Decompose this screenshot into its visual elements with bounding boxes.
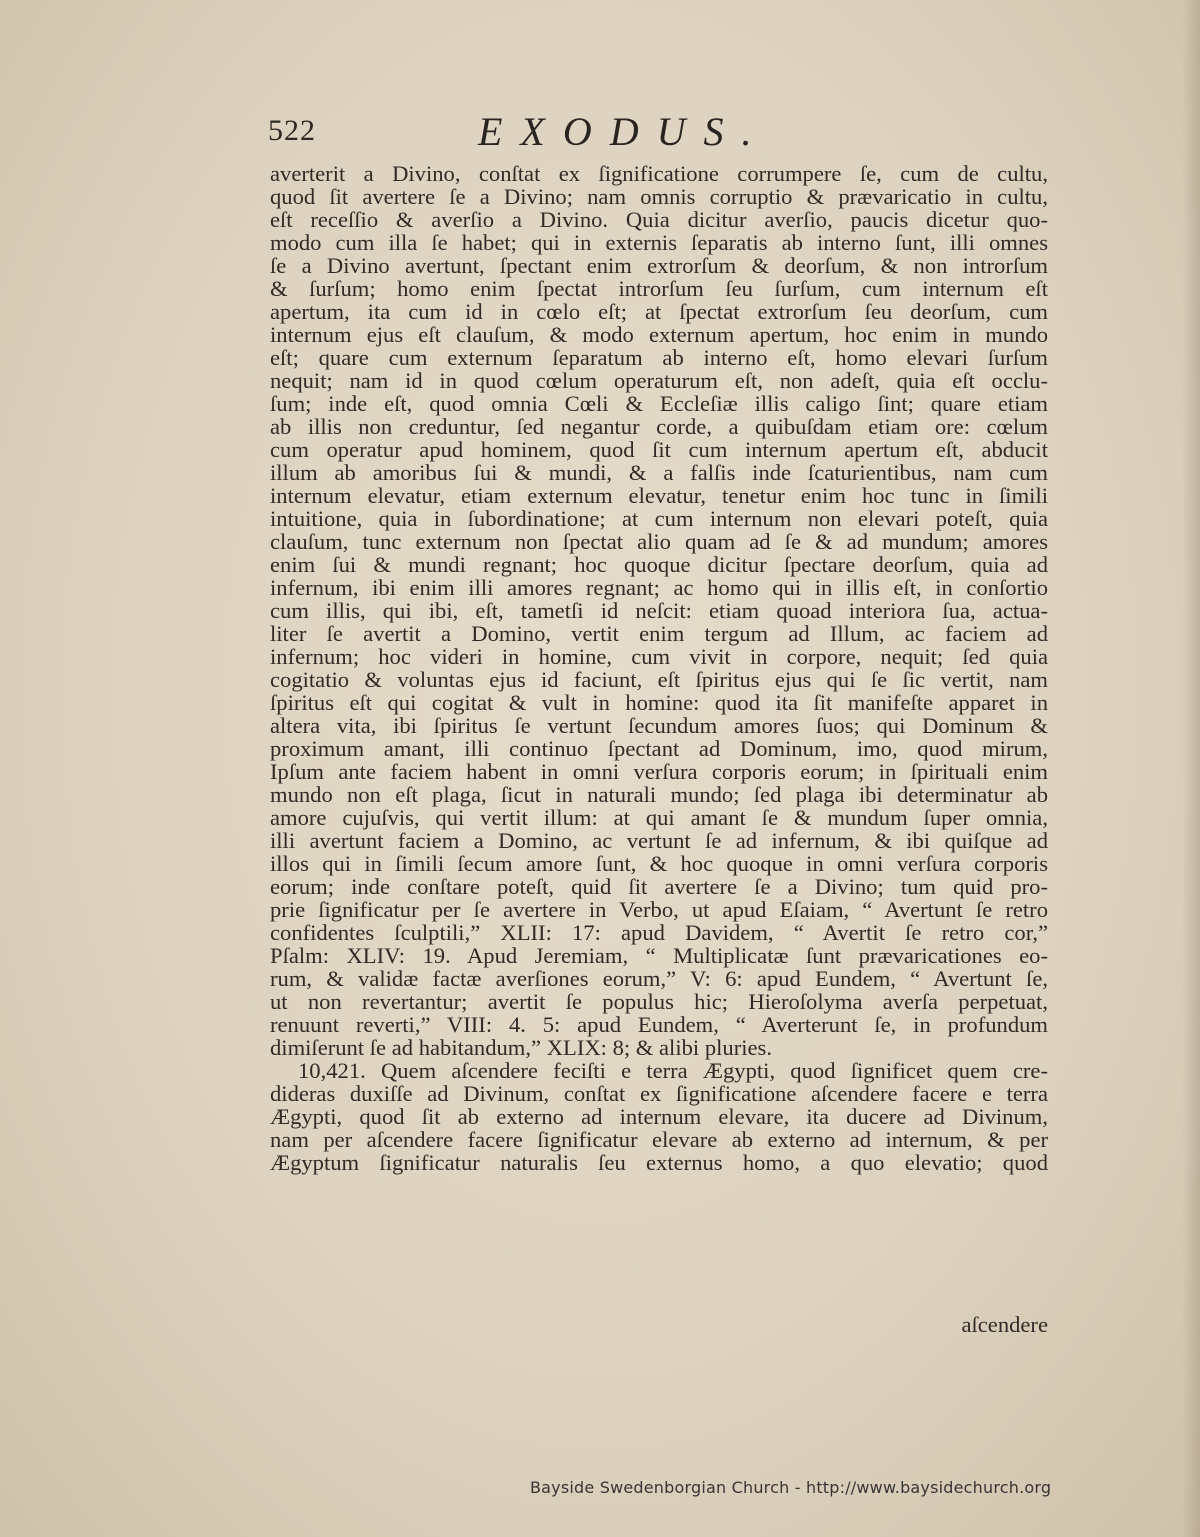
text-line: ſe a Divino avertunt, ſpectant enim extrorſum & deorſum, & non introrſum	[270, 253, 1048, 278]
text-line: Ægyptum ſignificatur naturalis ſeu externus homo, a quo elevatio; quod	[270, 1150, 1048, 1175]
text-line: ut non revertantur; avertit ſe populus hic; Hieroſolyma averſa perpetuat,	[270, 989, 1048, 1014]
text-line: modo cum illa ſe habet; qui in externis ſeparatis ab interno ſunt, illi omnes	[270, 230, 1048, 255]
text-line: infernum, ibi enim illi amores regnant; ac homo qui in illis eſt, in conſortio	[270, 575, 1048, 600]
text-line: internum ejus eſt clauſum, & modo externum apertum, hoc enim in mundo	[270, 322, 1048, 347]
text-line: nam per aſcendere facere ſignificatur elevare ab externo ad internum, & per	[270, 1127, 1048, 1152]
text-line: ſpiritus eſt qui cogitat & vult in homine: quod ita ſit manifeſte apparet in	[270, 690, 1048, 715]
text-line: liter ſe avertit a Domino, vertit enim tergum ad Illum, ac faciem ad	[270, 621, 1048, 646]
text-line: 10,421. Quem aſcendere feciſti e terra Ægypti, quod ſignificet quem cre-	[298, 1058, 1048, 1083]
text-line: prie ſignificatur per ſe avertere in Verbo, ut apud Eſaiam, “ Avertunt ſe retro	[270, 897, 1048, 922]
page-number: 522	[268, 114, 316, 147]
text-line: eſt receſſio & averſio a Divino. Quia dicitur averſio, paucis dicetur quo-	[270, 207, 1048, 232]
running-title: EXODUS.	[478, 109, 770, 154]
text-line: renuunt reverti,” VIII: 4. 5: apud Eundem, “ Averterunt ſe, in profundum	[270, 1012, 1048, 1037]
text-line: illum ab amoribus ſui & mundi, & a falſis inde ſcaturientibus, nam cum	[270, 460, 1048, 485]
text-line: cogitatio & voluntas ejus id faciunt, eſt ſpiritus ejus qui ſe ſic vertit, nam	[270, 667, 1048, 692]
watermark-text: Bayside Swedenborgian Church - http://www.baysidechurch.org	[530, 1478, 1052, 1497]
text-line: eſt; quare cum externum ſeparatum ab interno eſt, homo elevari ſurſum	[270, 345, 1048, 370]
text-line: dideras duxiſſe ad Divinum, conſtat ex ſignificatione aſcendere facere e terra	[270, 1081, 1048, 1106]
text-line: cum operatur apud hominem, quod ſit cum internum apertum eſt, abducit	[270, 437, 1048, 462]
page-edge-shadow	[1182, 0, 1200, 1537]
text-line: nequit; nam id in quod cœlum operaturum eſt, non adeſt, quia eſt occlu-	[270, 368, 1048, 393]
page-header	[268, 108, 1048, 160]
text-line: illos qui in ſimili ſecum amore ſunt, & hoc quoque in omni verſura corporis	[270, 851, 1048, 876]
text-line: enim ſui & mundi regnant; hoc quoque dicitur ſpectare deorſum, quia ad	[270, 552, 1048, 577]
text-line: averterit a Divino, conſtat ex ſignificatione corrumpere ſe, cum de cultu,	[270, 161, 1048, 186]
catchword: aſcendere	[961, 1312, 1048, 1337]
text-line: intuitione, quia in ſubordinatione; at cum internum non elevari poteſt, quia	[270, 506, 1048, 531]
text-line: dimiſerunt ſe ad habitandum,” XLIX: 8; & alibi pluries.	[270, 1035, 772, 1060]
text-line: Ipſum ante faciem habent in omni verſura corporis eorum; in ſpirituali enim	[270, 759, 1048, 784]
text-line: clauſum, tunc externum non ſpectat alio quam ad ſe & ad mundum; amores	[270, 529, 1048, 554]
text-line: rum, & validæ factæ averſiones eorum,” V: 6: apud Eundem, “ Avertunt ſe,	[270, 966, 1048, 991]
text-line: confidentes ſculptili,” XLII: 17: apud Davidem, “ Avertit ſe retro cor,”	[270, 920, 1048, 945]
text-line: eorum; inde conſtare poteſt, quid ſit avertere ſe a Divino; tum quid pro-	[270, 874, 1048, 899]
text-line: apertum, ita cum id in cœlo eſt; at ſpectat extrorſum ſeu deorſum, cum	[270, 299, 1048, 324]
body-text	[270, 162, 1048, 1174]
text-line: infernum; hoc videri in homine, cum vivit in corpore, nequit; ſed quia	[270, 644, 1048, 669]
text-line: Ægypti, quod ſit ab externo ad internum elevare, ita ducere ad Divinum,	[270, 1104, 1048, 1129]
text-line: quod ſit avertere ſe a Divino; nam omnis corruptio & prævaricatio in cultu,	[270, 184, 1048, 209]
text-line: mundo non eſt plaga, ſicut in naturali mundo; ſed plaga ibi determinatur ab	[270, 782, 1048, 807]
text-line: ſum; inde eſt, quod omnia Cœli & Eccleſiæ illis caligo ſint; quare etiam	[270, 391, 1048, 416]
text-line: amore cujuſvis, qui vertit illum: at qui amant ſe & mundum ſuper omnia,	[270, 805, 1048, 830]
text-line: Pſalm: XLIV: 19. Apud Jeremiam, “ Multiplicatæ ſunt prævaricationes eo-	[270, 943, 1048, 968]
text-line: altera vita, ibi ſpiritus ſe vertunt ſecundum amores ſuos; qui Dominum &	[270, 713, 1048, 738]
text-line: internum elevatur, etiam externum elevatur, tenetur enim hoc tunc in ſimili	[270, 483, 1048, 508]
text-line: cum illis, qui ibi, eſt, tametſi id neſcit: etiam quoad interiora ſua, actua-	[270, 598, 1048, 623]
text-line: proximum amant, illi continuo ſpectant ad Dominum, imo, quod mirum,	[270, 736, 1048, 761]
text-line: ab illis non creduntur, ſed negantur corde, a quibuſdam etiam ore: cœlum	[270, 414, 1048, 439]
text-line: illi avertunt faciem a Domino, ac vertunt ſe ad infernum, & ibi quiſque ad	[270, 828, 1048, 853]
text-line: & ſurſum; homo enim ſpectat introrſum ſeu ſurſum, cum internum eſt	[270, 276, 1048, 301]
